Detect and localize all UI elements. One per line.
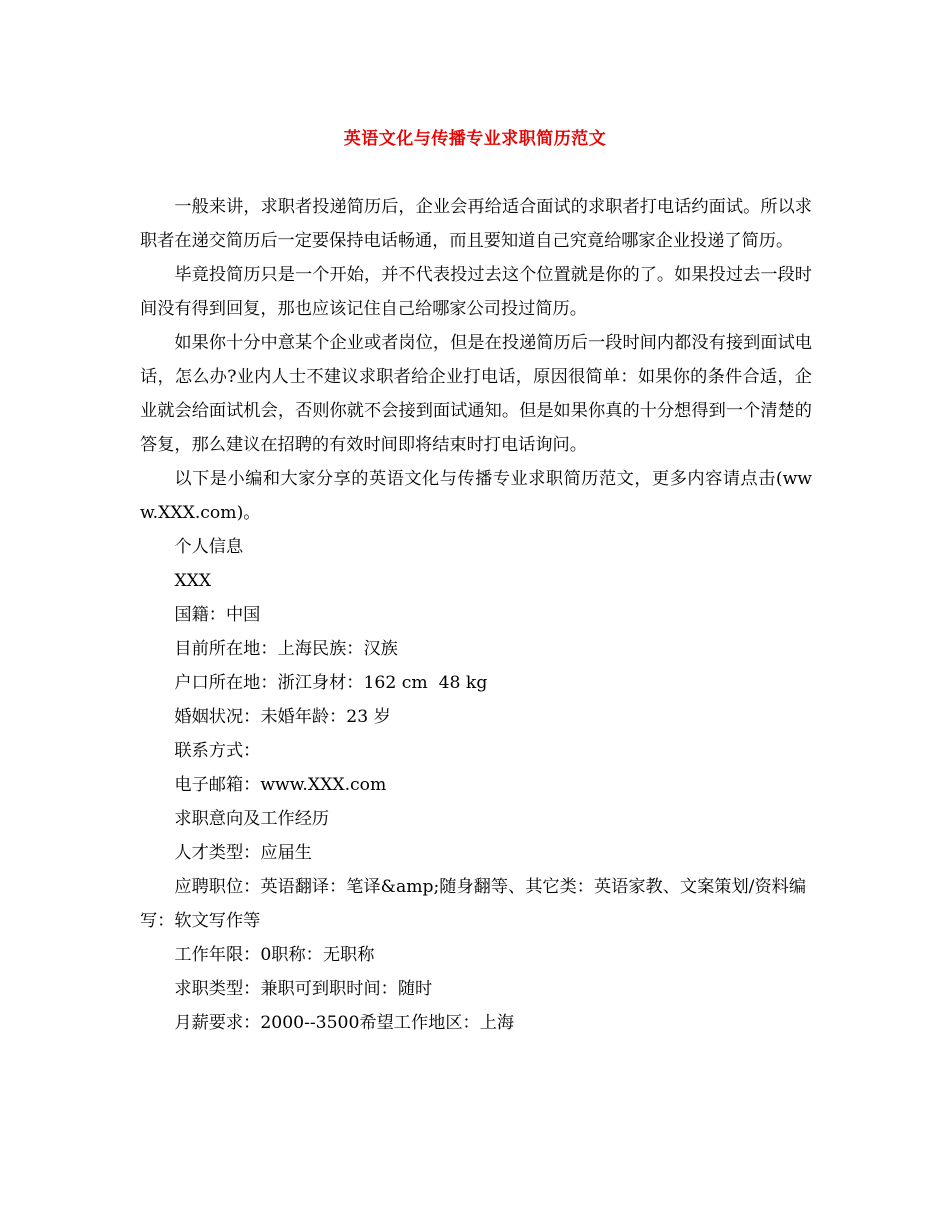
resume-hukou-body: 户口所在地：浙江身材：162 cm 48 kg bbox=[174, 673, 488, 693]
resume-marital-age: 婚姻状况：未婚年龄：23 岁 bbox=[174, 707, 391, 727]
resume-nationality: 国籍：中国 bbox=[174, 605, 261, 625]
resume-location-ethnicity: 目前所在地：上海民族：汉族 bbox=[174, 639, 398, 659]
resume-applied-position: 应聘职位：英语翻译：笔译&amp;随身翻等、其它类：英语家教、文案策划/资料编写：软文写作等 bbox=[140, 877, 807, 931]
resume-salary-region: 月薪要求：2000--3500希望工作地区：上海 bbox=[174, 1013, 515, 1033]
section-heading-job-intent: 求职意向及工作经历 bbox=[174, 809, 330, 829]
document-body bbox=[140, 190, 812, 1040]
intro-paragraph-4: 以下是小编和大家分享的英语文化与传播专业求职简历范文，更多内容请点击(www.XXX.com)。 bbox=[140, 469, 812, 523]
resume-email: 电子邮箱：www.XXX.com bbox=[174, 775, 387, 795]
resume-name: XXX bbox=[174, 571, 212, 591]
intro-paragraph-2: 毕竟投简历只是一个开始，并不代表投过去这个位置就是你的了。如果投过去一段时间没有得到回复，那也应该记住自己给哪家公司投过简历。 bbox=[140, 265, 812, 319]
document-title: 英语文化与传播专业求职简历范文 bbox=[343, 129, 607, 149]
resume-work-years-title: 工作年限：0职称：无职称 bbox=[174, 945, 375, 965]
resume-talent-type: 人才类型：应届生 bbox=[174, 843, 312, 863]
resume-contact-heading: 联系方式： bbox=[174, 741, 261, 761]
section-heading-personal-info: 个人信息 bbox=[174, 537, 244, 557]
intro-paragraph-1: 一般来讲，求职者投递简历后，企业会再给适合面试的求职者打电话约面试。所以求职者在递交简历后一定要保持电话畅通，而且要知道自己究竟给哪家企业投递了简历。 bbox=[140, 197, 812, 251]
resume-job-type-start: 求职类型：兼职可到职时间：随时 bbox=[174, 979, 433, 999]
intro-paragraph-3: 如果你十分中意某个企业或者岗位，但是在投递简历后一段时间内都没有接到面试电话，怎么办?业内人士不建议求职者给企业打电话，原因很简单：如果你的条件合适，企业就会给面试机会，否则你就不会接到面试通知。但是如果你真的十分想得到一个清楚的答复，那么建议在招聘的有效时间即将结束时打电话询问。 bbox=[140, 333, 812, 455]
